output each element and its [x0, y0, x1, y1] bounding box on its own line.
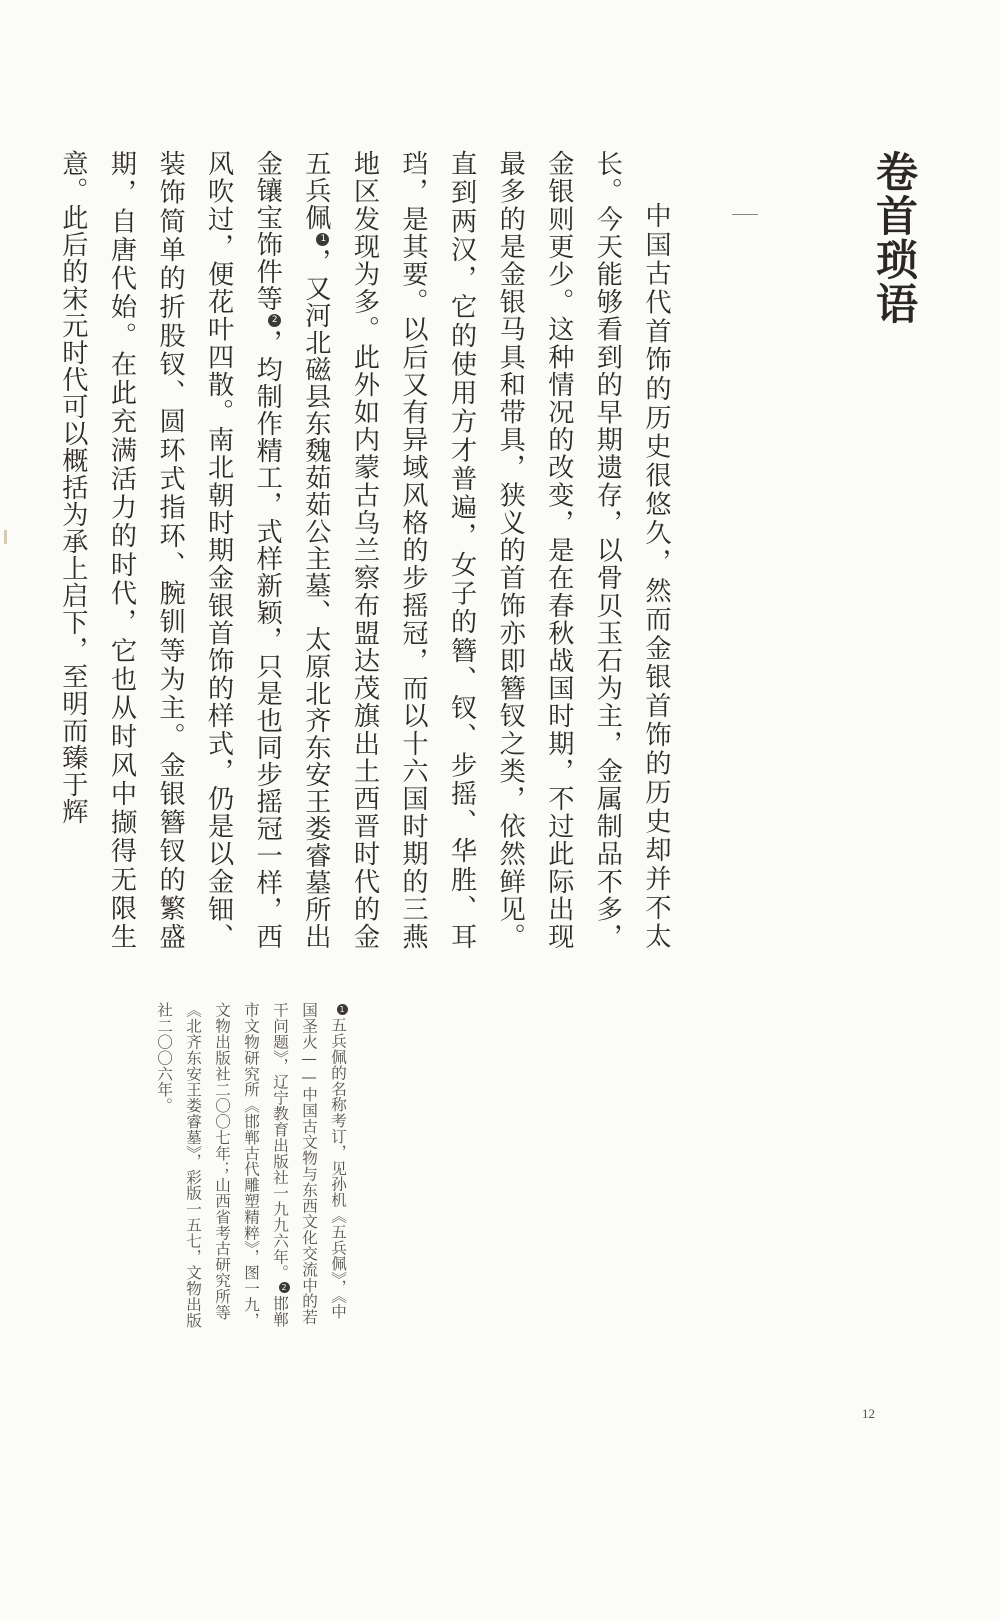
body-text-part-2: ，又河北磁县东魏茹茹公主墓、太原北齐东安王娄睿墓所出金镶宝饰件等 — [252, 150, 331, 950]
footnotes — [120, 1002, 352, 1332]
footnote-marker-2[interactable]: 2 — [269, 315, 280, 326]
note-marker-2: 2 — [279, 1283, 289, 1293]
title-rule — [732, 214, 758, 215]
body-text-part-3: ，均制作精工，式样新颖，只是也同步摇冠一样，西风吹过，便花叶四散。南北朝时期金银首饰的样式，仍是以金钿、装饰简单的折股钗、圆环式指环、腕钏等为主。金银簪钗的繁盛期，自唐代始。在此充满活力的时代，它也从时风中撷得无限生意。此后的宋元时代可以概括为承上启下，至明而臻于辉 — [57, 150, 283, 950]
note-2: 邯郸市文物研究所《邯郸古代雕塑精粹》，图一九，文物出版社二〇〇七年；山西省考古研究所等《北齐东安王娄睿墓》，彩版一五七，文物出版社二〇〇六年。 — [155, 1002, 289, 1329]
page-number: 12 — [862, 1406, 875, 1421]
note-1: 五兵佩的名称考订，见孙机《五兵佩》，《中国圣火——中国古文物与东西文化交流中的若干问题》，辽宁教育出版社一九九六年。 — [271, 1002, 347, 1325]
binding-edge-mark — [4, 530, 7, 544]
body-text-part-1: 中国古代首饰的历史很悠久，然而金银首饰的历史却并不太长。今天能够看到的早期遗存，以骨贝玉石为主，金属制品不多，金银则更少。这种情况的改变，是在春秋战国时期，不过此际出现最多的是金银马具和带具，狭义的首饰亦即簪钗之类，依然鲜见。直到两汉，它的使用方才普遍，女子的簪、钗、步摇、华胜、耳珰，是其要。以后又有异域风格的步摇冠，而以十六国时期的三燕地区发现为多。此外如内蒙古乌兰察布盟达茂旗出土西晋时代的金五兵佩 — [300, 150, 671, 950]
chapter-title: 卷首琐语 — [870, 150, 919, 326]
footnote-marker-1[interactable]: 1 — [318, 234, 329, 245]
note-marker-1: 1 — [337, 1004, 347, 1015]
body-paragraph — [57, 150, 680, 950]
